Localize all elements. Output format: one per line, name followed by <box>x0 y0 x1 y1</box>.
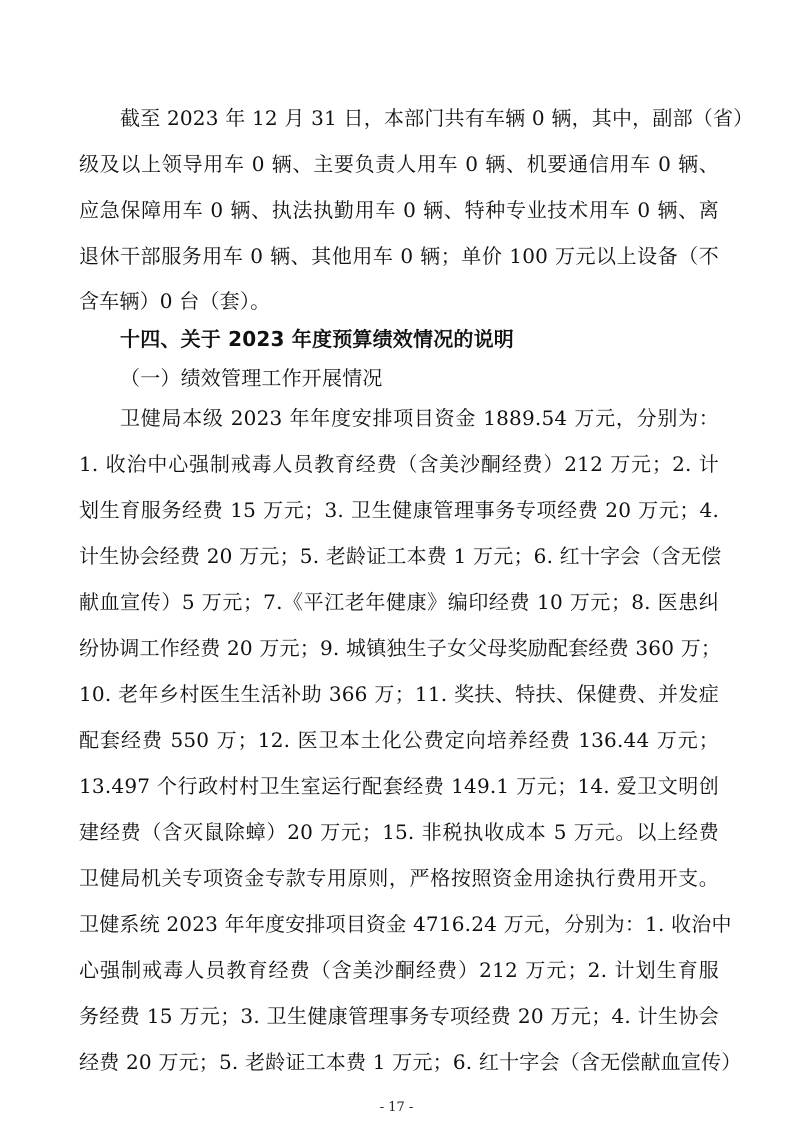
para1-line-4: 退休干部服务用车 0 辆、其他用车 0 辆；单价 100 万元以上设备（不 <box>79 244 719 268</box>
para1-line-3: 应急保障用车 0 辆、执法执勤用车 0 辆、特种专业技术用车 0 辆、离 <box>79 198 719 222</box>
para2-line-5: 献血宣传）5 万元；7.《平江老年健康》编印经费 10 万元；8. 医患纠 <box>79 590 719 614</box>
subsection-heading: （一）绩效管理工作开展情况 <box>120 366 383 390</box>
para2-line-11: 卫健局机关专项资金专款专用原则，严格按照资金用途执行费用开支。 <box>79 866 719 890</box>
para1-line-2: 级及以上领导用车 0 辆、主要负责人用车 0 辆、机要通信用车 0 辆、 <box>79 152 719 176</box>
para2-line-4: 计生协会经费 20 万元；5. 老龄证工本费 1 万元；6. 红十字会（含无偿 <box>79 544 722 568</box>
para2-line-6: 纷协调工作经费 20 万元；9. 城镇独生子女父母奖励配套经费 360 万； <box>79 636 722 660</box>
para2-line-9: 13.497 个行政村村卫生室运行配套经费 149.1 万元；14. 爱卫文明创 <box>79 774 719 798</box>
para2-line-7: 10. 老年乡村医生生活补助 366 万；11. 奖扶、特扶、保健费、并发症 <box>79 682 719 706</box>
para2-line-13: 心强制戒毒人员教育经费（含美沙酮经费）212 万元；2. 计划生育服 <box>79 958 719 982</box>
para2-line-3: 划生育服务经费 15 万元；3. 卫生健康管理事务专项经费 20 万元；4. <box>79 498 719 522</box>
para2-line-2: 1. 收治中心强制戒毒人员教育经费（含美沙酮经费）212 万元；2. 计 <box>79 452 719 476</box>
para2-line-12: 卫健系统 2023 年年度安排项目资金 4716.24 万元，分别为：1. 收治中 <box>79 912 732 936</box>
para2-line-10: 建经费（含灭鼠除蟑）20 万元；15. 非税执收成本 5 万元。以上经费 <box>79 820 719 844</box>
page-number: - 17 - <box>379 1100 414 1115</box>
para1-line-1: 截至 2023 年 12 月 31 日，本部门共有车辆 0 辆，其中，副部（省） <box>120 106 754 130</box>
section-heading: 十四、关于 2023 年度预算绩效情况的说明 <box>120 327 514 351</box>
para2-line-8: 配套经费 550 万；12. 医卫本土化公费定向培养经费 136.44 万元； <box>79 728 719 752</box>
para2-line-14: 务经费 15 万元；3. 卫生健康管理事务专项经费 20 万元；4. 计生协会 <box>79 1004 719 1028</box>
para2-line-15: 经费 20 万元；5. 老龄证工本费 1 万元；6. 红十字会（含无偿献血宣传） <box>79 1050 742 1074</box>
para2-line-1: 卫健局本级 2023 年年度安排项目资金 1889.54 万元，分别为： <box>120 406 719 430</box>
para1-line-5: 含车辆）0 台（套）。 <box>79 289 271 313</box>
